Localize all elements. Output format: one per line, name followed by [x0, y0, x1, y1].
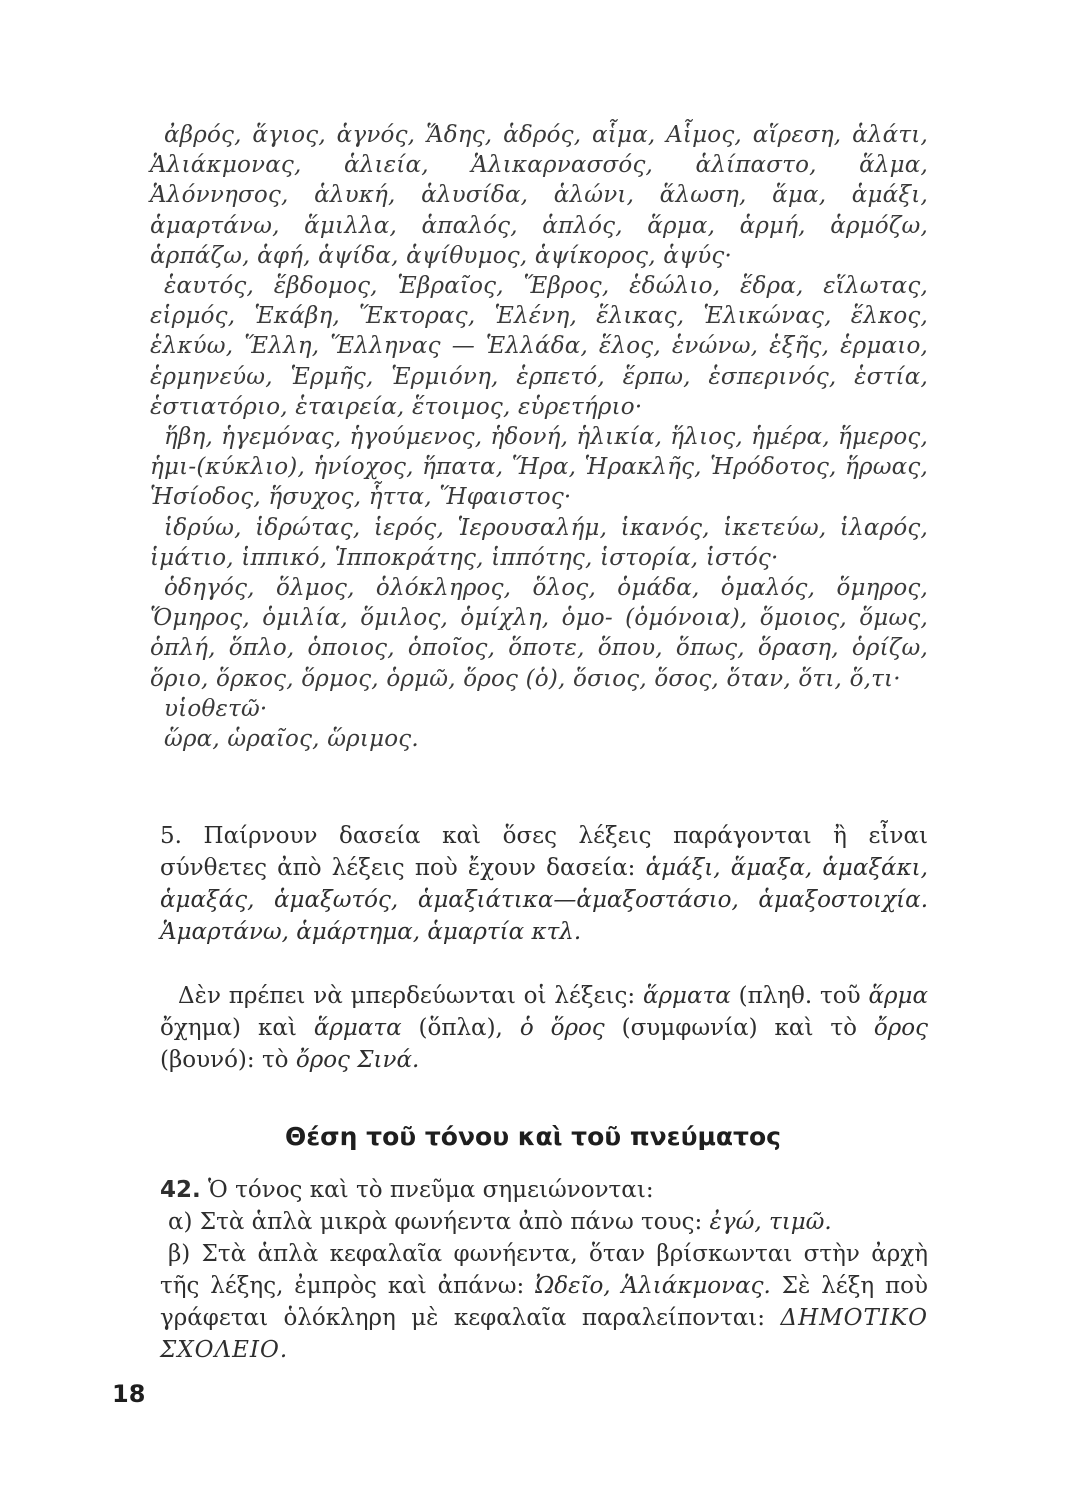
word-group-alpha: ἀβρός, ἅγιος, ἁγνός, Ἅδης, ἁδρός, αἷμα, Αἷμος, αἵρεση, ἁλάτι, Ἁλιάκμονας, ἁλιεία, Ἁλικαρνασσός, ἁλίπαστο, ἅλμα, Ἁλόννησος, ἁλυκή, ἁλυσίδα, ἁλώνι, ἅλωση, ἅμα, ἁμάξι, ἁμαρτάνω, ἅμιλλα, ἁπαλός, ἁπλός, ἅρμα, ἁρμή, ἁρμόζω, ἁρπάζω, ἁφή, ἁψίδα, ἁψίθυμος, ἁψίκορος, ἁψύς· — [150, 122, 928, 269]
word-group-omega: ὥρα, ὡραῖος, ὥριμος. — [164, 726, 419, 753]
rule-text: Στὰ ἁπλὰ κεφαλαῖα φωνήεντα, ὅταν βρίσκωνται στὴν ἀρχὴ τῆς λέξης, ἐμπρὸς καὶ ἀπάνω: — [160, 1241, 928, 1299]
rule-examples: ἐγώ, τιμῶ. — [709, 1209, 832, 1235]
rule-label: α) — [168, 1209, 193, 1235]
word-group-eta: ἥβη, ἡγεμόνας, ἡγούμενος, ἡδονή, ἡλικία, ἥλιος, ἡμέρα, ἥμερος, ἡμι-(κύκλιο), ἡνίοχος, ἥπατα, Ἥρα, Ἡρακλῆς, Ἡρόδοτος, ἥρωας, Ἡσίοδος, ἥσυχος, ἧττα, Ἥφαιστος· — [150, 424, 928, 511]
rule-b — [160, 1238, 928, 1366]
word: ὁ ὅρος — [519, 1015, 605, 1041]
rule-text-continued: Σὲ λέξη ποὺ γράφεται ὁλόκληρη μὲ κεφαλαῖα παραλείπονται: — [160, 1273, 928, 1331]
word-group-iota: ἱδρύω, ἱδρώτας, ἱερός, Ἱερουσαλήμ, ἱκανός, ἱκετεύω, ἱλαρός, ἱμάτιο, ἱππικό, Ἱπποκράτης, ἱππότης, ἱστορία, ἱστός· — [150, 514, 928, 571]
paragraph-homonyms — [160, 980, 928, 1076]
word-group-upsilon: υἱοθετῶ· — [164, 695, 268, 722]
rule-label: β) — [168, 1241, 191, 1267]
text: (ὅπλα), — [401, 1015, 520, 1041]
page-number: 18 — [112, 1380, 146, 1408]
word-group-omicron: ὁδηγός, ὅλμος, ὁλόκληρος, ὅλος, ὁμάδα, ὁμαλός, ὅμηρος, Ὅμηρος, ὁμιλία, ὅμιλος, ὁμίχλη, ὁμο- (ὁμόνοια), ὅμοιος, ὅμως, ὁπλή, ὅπλο, ὁποιος, ὁποῖος, ὅποτε, ὅπου, ὅπως, ὅραση, ὁρίζω, ὅριο, ὅρκος, ὅρμος, ὁρμῶ, ὅρος (ὁ), ὅσιος, ὅσος, ὅταν, ὅτι, ὅ,τι· — [150, 575, 928, 692]
paragraph-number: 5. — [160, 823, 182, 849]
text: ὄχημα) καὶ — [160, 1015, 314, 1041]
paragraph-5 — [160, 820, 928, 948]
paragraph-examples: ἁμάξι, ἅμαξα, ἁμαξάκι, ἁμαξάς, ἁμαξωτός, ἁμαξιάτικα—ἁμαξοστάσιο, ἁμαξοστοιχία. Ἁμαρτάνω, ἁμάρτημα, ἁμαρτία κτλ. — [160, 855, 928, 945]
word: ὄρος Σινά. — [295, 1047, 420, 1073]
rule-examples: Ὠδεῖο, Ἁλιάκμονας. — [535, 1273, 771, 1299]
capitals-example: ΔΗΜΟΤΙΚΟ ΣΧΟΛΕΙΟ. — [160, 1305, 928, 1363]
rule-text: Στὰ ἁπλὰ μικρὰ φωνήεντα ἀπὸ πάνω τους: — [192, 1209, 710, 1235]
paragraph-text: Ὁ τόνος καὶ τὸ πνεῦμα σημειώνονται: — [200, 1177, 654, 1203]
text: (βουνό): τὸ — [160, 1047, 296, 1073]
text: Δὲν πρέπει νὰ μπερδεύωνται οἱ λέξεις: — [178, 983, 643, 1009]
word-group-epsilon: ἑαυτός, ἕβδομος, Ἑβραῖος, Ἕβρος, ἑδώλιο, ἕδρα, εἵλωτας, εἱρμός, Ἑκάβη, Ἕκτορας, Ἑλένη, ἕλικας, Ἑλικώνας, ἕλκος, ἑλκύω, Ἕλλη, Ἕλληνας — Ἑλλάδα, ἕλος, ἑνώνω, ἑξῆς, ἑρμαιο, ἑρμηνεύω, Ἑρμῆς, Ἑρμιόνη, ἑρπετό, ἕρπω, ἑσπερινός, ἑστία, ἑστιατόριο, ἑταιρεία, ἕτοιμος, εὑρετήριο· — [150, 273, 928, 420]
rule-a — [160, 1206, 928, 1238]
word: ἅρμα — [868, 983, 929, 1009]
text: (πληθ. τοῦ — [730, 983, 869, 1009]
section-heading: Θέση τοῦ τόνου καὶ τοῦ πνεύματος — [285, 1122, 781, 1151]
word: ἅρματα — [313, 1015, 402, 1041]
word: ἅρματα — [642, 983, 731, 1009]
text: (συμφωνία) καὶ τὸ — [604, 1015, 874, 1041]
paragraph-number: 42. — [160, 1177, 201, 1203]
paragraph-42 — [160, 1174, 928, 1206]
word: ὄρος — [873, 1015, 928, 1041]
aspirate-word-list — [150, 120, 928, 754]
paragraph-text: Παίρνουν δασεία καὶ ὅσες λέξεις παράγονται ἢ εἶναι σύνθετες ἀπὸ λέξεις ποὺ ἔχουν δασεία: — [160, 823, 928, 881]
